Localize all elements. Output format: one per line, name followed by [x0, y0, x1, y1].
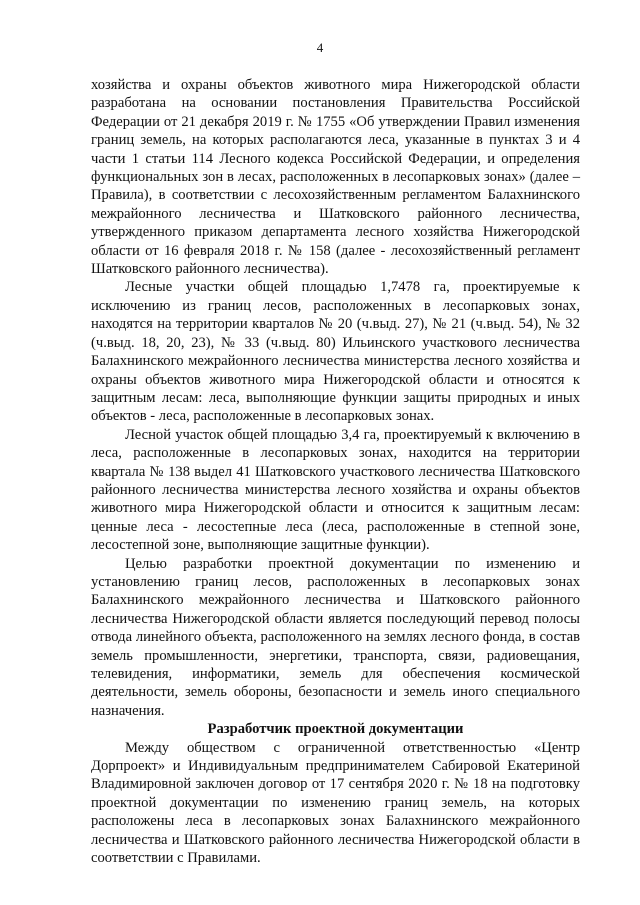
paragraph-continuation: хозяйства и охраны объектов животного мира Нижегородской области разработана на основании постановления Правительства Российской Федерации от 21 декабря 2019 г. № 1755 «Об утверждении Правил изменения границ земель, на которых располагаются леса, указанные в пунктах 3 и 4 части 1 статьи 114 Лесного кодекса Российской Федерации, и определения функциональных зон в лесах, расположенных в лесопарковых зонах» (далее – Правила), в соответствии с лесохозяйственным регламентом Балахнинского межрайонного лесничества и Шатковского районного лесничества, утвержденного приказом департамента лесного хозяйства Нижегородской области от 16 февраля 2018 г. № 158 (далее - лесохозяйственный регламент Шатковского районного лесничества).	[91, 77, 580, 278]
document-body	[91, 76, 580, 867]
paragraph-developer: Между обществом с ограниченной ответственностью «Центр Дорпроект» и Индивидуальным предпринимателем Сабировой Екатериной Владимировной заключен договор от 17 сентября 2020 г. № 18 на подготовку проектной документации по изменению границ земель, на которых расположены леса в лесопарковых зонах Балахнинского межрайонного лесничества и Шатковского районного лесничества Нижегородской области в соответствии с Правилами.	[91, 739, 580, 867]
paragraph-included-plot: Лесной участок общей площадью 3,4 га, проектируемый к включению в леса, расположенные в лесопарковых зонах, находится на территории квартала № 138 выдел 41 Шатковского участкового лесничества Шатковского районного лесничества министерства лесного хозяйства и охраны объектов животного мира Нижегородской области и относится к защитным лесам: ценные леса - лесостепные леса (леса, расположенные в степной зоне, лесостепной зоне, выполняющие защитные функции).	[91, 426, 580, 554]
paragraph-excluded-plots: Лесные участки общей площадью 1,7478 га, проектируемые к исключению из границ лесов, расположенных в лесопарковых зонах, находятся на территории кварталов № 20 (ч.выд. 27), № 21 (ч.выд. 54), № 32 (ч.выд. 18, 20, 23), № 33 (ч.выд. 80) Ильинского участкового лесничества Балахнинского межрайонного лесничества министерства лесного хозяйства и охраны объектов животного мира Нижегородской области и относятся к защитным лесам: леса, выполняющие функции защиты природных и иных объектов - леса, расположенные в лесопарковых зонах.	[91, 279, 580, 425]
section-heading-developer: Разработчик проектной документации	[207, 721, 464, 738]
page-number: 4	[316, 40, 324, 55]
paragraph-purpose: Целью разработки проектной документации по изменению и установлению границ лесов, расположенных в лесопарковых зонах Балахнинского межрайонного лесничества и Шатковского районного лесничества Нижегородской области является последующий перевод полосы отвода линейного объекта, расположенного на землях лесного фонда, в состав земель промышленности, энергетики, транспорта, связи, радиовещания, телевидения, информатики, земель для обеспечения космической деятельности, земель обороны, безопасности и земель иного специального назначения.	[91, 555, 580, 719]
